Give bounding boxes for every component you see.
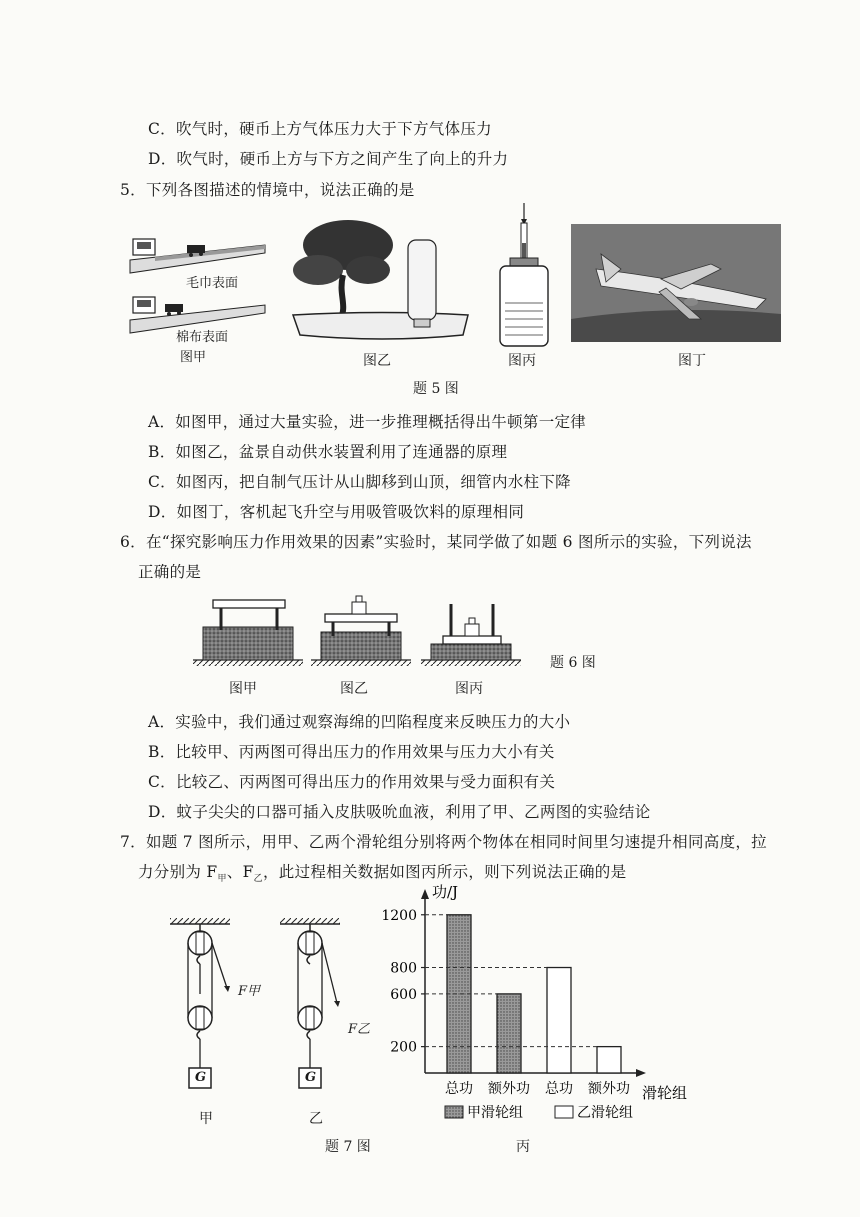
- x-axis-label: 滑轮组: [642, 1084, 688, 1102]
- f-jia-label: F甲: [238, 984, 261, 999]
- y-axis-arrow: [421, 889, 429, 899]
- bar-yi-3: [597, 1047, 621, 1073]
- weight-g-yi: G: [305, 1070, 317, 1085]
- q7-stem-sub-jia: 甲: [217, 874, 227, 885]
- q7-stem-line2: [138, 860, 626, 884]
- q5-option-c: C．如图丙，把自制气压计从山脚移到山顶，细管内水柱下降: [148, 473, 571, 491]
- q5-option-b: B．如图乙，盆景自动供水装置利用了连通器的原理: [148, 443, 508, 461]
- q6-option-b: B．比较甲、丙两图可得出压力的作用效果与压力大小有关: [148, 743, 555, 761]
- x-axis-arrow: [636, 1069, 646, 1077]
- fig7-work-bar-chart: [380, 883, 688, 1145]
- fig6-sponge-experiments: [193, 592, 543, 672]
- fig5-ding-airplane-photo: [571, 224, 781, 342]
- fig5-yi-label: 图乙: [363, 353, 391, 369]
- y-tick-label-600: 600: [390, 986, 417, 1003]
- bar-jia-1: [497, 994, 521, 1073]
- y-tick-label-200: 200: [390, 1039, 417, 1056]
- fig7-caption: 题 7 图: [325, 1139, 371, 1155]
- y-tick-label-1200: 1200: [381, 907, 417, 924]
- pulley-yi-label: 乙: [309, 1111, 323, 1127]
- fig6-caption: 题 6 图: [550, 655, 596, 671]
- category-label-3: 额外功: [588, 1081, 630, 1097]
- fig5-towel-label: 毛巾表面: [186, 276, 239, 291]
- weight-g-jia: G: [195, 1070, 207, 1085]
- bar-yi-2: [547, 968, 571, 1073]
- y-tick-label-800: 800: [390, 960, 417, 977]
- fig5-caption: 题 5 图: [413, 381, 459, 397]
- fig5-yi-bonsai: [288, 215, 478, 345]
- f-yi-label: F乙: [348, 1022, 371, 1037]
- category-label-2: 总功: [545, 1081, 573, 1097]
- q7-stem-part2: 、F: [226, 863, 254, 881]
- q4-option-c: C．吹气时，硬币上方气体压力大于下方气体压力: [148, 120, 492, 138]
- q7-stem-part1: 力分别为 F: [138, 863, 218, 881]
- q6-option-a: A．实验中，我们通过观察海绵的凹陷程度来反映压力的大小: [148, 713, 571, 731]
- q6-option-c: C．比较乙、丙两图可得出压力的作用效果与受力面积有关: [148, 773, 556, 791]
- q4-option-d: D．吹气时，硬币上方与下方之间产生了向上的升力: [148, 150, 509, 168]
- fig6-bing-label: 图丙: [455, 681, 483, 697]
- category-label-0: 总功: [445, 1081, 473, 1097]
- legend-swatch-jia: [445, 1106, 463, 1118]
- q7-stem-line1: 7．如题 7 图所示，用甲、乙两个滑轮组分别将两个物体在相同时间里匀速提升相同高度，拉: [120, 833, 767, 851]
- fig6-yi-label: 图乙: [340, 681, 368, 697]
- legend-label-yi: 乙滑轮组: [577, 1105, 633, 1121]
- legend-swatch-yi: [555, 1106, 573, 1118]
- fig7-chart-label: 丙: [516, 1139, 530, 1155]
- q7-stem-part3: ，此过程相关数据如图丙所示，则下列说法正确的是: [262, 863, 627, 881]
- y-axis-label: 功/J: [432, 883, 459, 901]
- fig5-cotton-label: 棉布表面: [176, 330, 229, 345]
- q7-stem-sub-yi: 乙: [253, 874, 263, 885]
- fig5-bing-barometer: [495, 203, 555, 353]
- fig5-ding-label: 图丁: [678, 353, 706, 369]
- q5-option-d: D．如图丁，客机起飞升空与用吸管吸饮料的原理相同: [148, 503, 525, 521]
- q5-stem: 5．下列各图描述的情境中，说法正确的是: [120, 181, 415, 199]
- legend-label-jia: 甲滑轮组: [467, 1105, 523, 1121]
- fig5-bing-label: 图丙: [508, 353, 536, 369]
- fig5-jia-label: 图甲: [180, 350, 207, 365]
- q6-stem-line1: 6．在“探究影响压力作用效果的因素”实验时，某同学做了如题 6 图所示的实验，下列说法: [120, 533, 752, 551]
- q6-stem-line2: 正确的是: [138, 563, 202, 581]
- fig6-jia-label: 图甲: [229, 681, 257, 697]
- fig7-pulley-systems: [165, 918, 365, 1118]
- q5-option-a: A．如图甲，通过大量实验，进一步推理概括得出牛顿第一定律: [148, 413, 587, 431]
- q6-option-d: D．蚊子尖尖的口器可插入皮肤吸吮血液，利用了甲、乙两图的实验结论: [148, 803, 651, 821]
- category-label-1: 额外功: [488, 1081, 530, 1097]
- pulley-jia-label: 甲: [199, 1111, 213, 1127]
